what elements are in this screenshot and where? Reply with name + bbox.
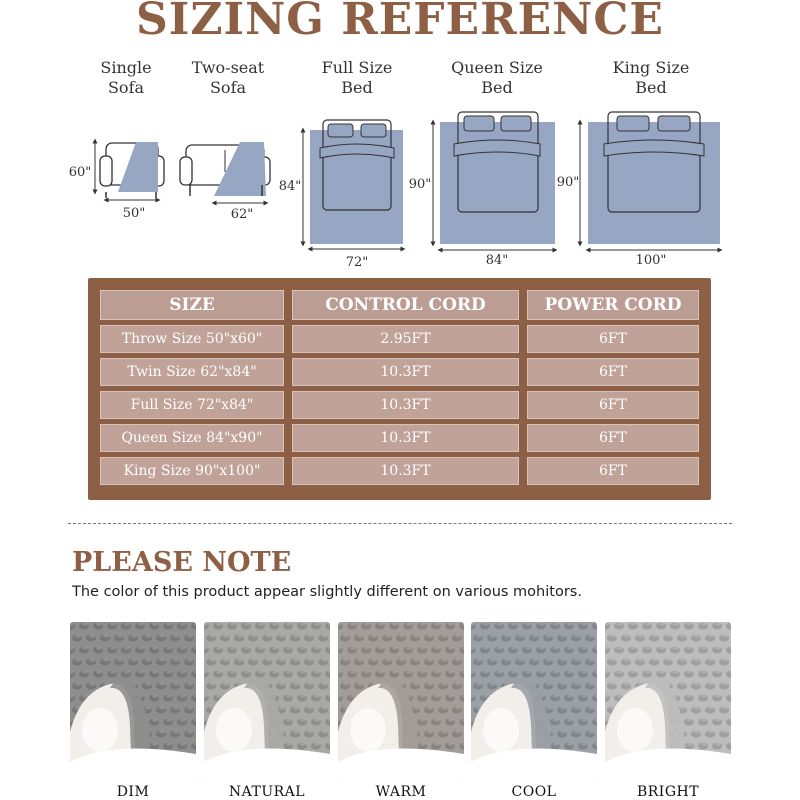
table-cell-power-cord: 6FT: [527, 358, 699, 386]
two-seat-sofa-icon: [180, 142, 270, 196]
sizing-diagram: [0, 55, 800, 275]
size-name-full-bed-1: Full Size: [321, 58, 393, 77]
color-swatches: [70, 622, 734, 800]
section-divider: [68, 523, 732, 524]
table-cell-power-cord: 6FT: [527, 424, 699, 452]
size-name-single-sofa-1: Single: [100, 58, 152, 77]
cord-length-table: [88, 278, 711, 500]
swatch-dim-image: [70, 622, 196, 780]
page-title: SIZING REFERENCE: [136, 0, 664, 45]
swatch-label-bright: BRIGHT: [636, 784, 700, 800]
table-cell-power-cord: 6FT: [527, 391, 699, 419]
dim-single-sofa-width: 50": [122, 206, 146, 221]
table-cell-size: Queen Size 84"x90": [100, 424, 284, 452]
size-name-two-seat-sofa-1: Two-seat: [191, 58, 265, 77]
dim-queen-bed-width: 84": [485, 253, 509, 268]
note-title: PLEASE NOTE: [72, 547, 292, 578]
swatch-bright: [605, 622, 731, 780]
table-cell-size: Throw Size 50"x60": [100, 325, 284, 353]
table-cell-control-cord: 2.95FT: [292, 325, 519, 353]
dim-single-sofa-height: 60": [68, 165, 92, 180]
swatch-natural-image: [204, 622, 330, 780]
dim-full-bed-width: 72": [345, 255, 369, 270]
table-header-size: SIZE: [100, 290, 284, 320]
size-name-two-seat-sofa-2: Sofa: [209, 78, 247, 97]
table-cell-power-cord: 6FT: [527, 457, 699, 485]
swatch-warm-image: [338, 622, 464, 780]
table-cell-control-cord: 10.3FT: [292, 391, 519, 419]
table-cell-size: King Size 90"x100": [100, 457, 284, 485]
size-name-queen-bed-1: Queen Size: [451, 58, 543, 77]
full-bed-icon: [310, 120, 403, 244]
swatch-cool: [471, 622, 597, 780]
cord-length-grid: [100, 290, 699, 485]
dim-full-bed-height: 84": [278, 179, 302, 194]
size-name-full-bed-2: Bed: [341, 78, 373, 97]
dim-two-seat-sofa-width: 62": [230, 207, 254, 222]
swatch-label-cool: COOL: [511, 784, 557, 800]
table-header-control-cord: CONTROL CORD: [292, 290, 519, 320]
swatch-bright-image: [605, 622, 731, 780]
size-name-king-bed-2: Bed: [635, 78, 667, 97]
swatch-label-natural: NATURAL: [228, 784, 306, 800]
queen-bed-icon: [440, 112, 555, 244]
swatch-natural: [204, 622, 330, 780]
swatch-label-dim: DIM: [116, 784, 150, 800]
king-bed-icon: [588, 112, 720, 244]
table-cell-power-cord: 6FT: [527, 325, 699, 353]
table-cell-control-cord: 10.3FT: [292, 358, 519, 386]
table-cell-control-cord: 10.3FT: [292, 424, 519, 452]
dim-queen-bed-height: 90": [408, 177, 432, 192]
table-cell-size: Twin Size 62"x84": [100, 358, 284, 386]
table-cell-size: Full Size 72"x84": [100, 391, 284, 419]
table-header-power-cord: POWER CORD: [527, 290, 699, 320]
dim-king-bed-width: 100": [635, 253, 667, 268]
dim-king-bed-height: 90": [556, 175, 580, 190]
swatch-warm: [338, 622, 464, 780]
swatch-label-warm: WARM: [375, 784, 427, 800]
size-name-king-bed-1: King Size: [612, 58, 690, 77]
size-name-single-sofa-2: Sofa: [107, 78, 145, 97]
table-cell-control-cord: 10.3FT: [292, 457, 519, 485]
size-name-queen-bed-2: Bed: [481, 78, 513, 97]
swatch-dim: [70, 622, 196, 780]
single-sofa-icon: [100, 142, 164, 198]
swatch-cool-image: [471, 622, 597, 780]
note-text: The color of this product appear slightly different on various mohitors.: [72, 584, 582, 600]
